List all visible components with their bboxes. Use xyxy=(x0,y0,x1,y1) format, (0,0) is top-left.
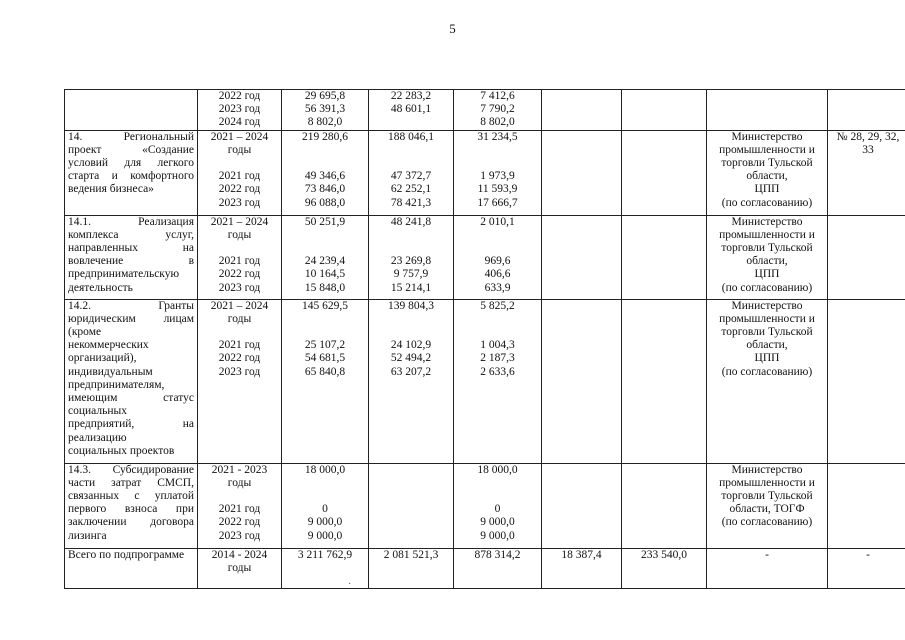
extra-amount-cell xyxy=(622,215,707,299)
federal-amount-cell-line xyxy=(372,313,450,326)
regional-amount-cell-line: 1 973,9 xyxy=(480,170,515,183)
period-cell-line: 2023 год xyxy=(218,529,261,542)
regional-amount-cell-line: 18 000,0 xyxy=(477,463,518,476)
executor-cell-line: области, xyxy=(746,339,788,352)
total-amount-cell-line: 8 802,0 xyxy=(307,116,343,129)
regional-amount-cell-line xyxy=(457,229,538,242)
regional-amount-cell-line: 9 000,0 xyxy=(480,516,515,529)
federal-amount-cell-line xyxy=(372,144,450,157)
local-amount-cell xyxy=(542,130,622,215)
federal-amount-cell-line: 47 372,7 xyxy=(390,170,432,183)
budget-table xyxy=(64,89,905,589)
scan-mark: · xyxy=(348,579,352,590)
regional-amount-cell xyxy=(454,130,542,215)
name-cell-line: старта и комфортного xyxy=(68,170,194,183)
regional-amount-cell-line: 2 187,3 xyxy=(480,352,515,365)
result-cell-line: 33 xyxy=(862,143,874,156)
federal-amount-cell-line: 22 283,2 xyxy=(390,90,432,102)
regional-amount-cell-line: 969,6 xyxy=(484,255,511,268)
table-row xyxy=(65,299,905,463)
result-cell xyxy=(828,548,905,588)
period-cell-line: 2023 год xyxy=(218,103,261,116)
total-amount-cell-line: 49 346,6 xyxy=(304,170,346,183)
federal-amount-cell-line xyxy=(372,229,450,242)
regional-amount-cell-line xyxy=(457,157,538,170)
name-cell-line: 14. Региональный xyxy=(68,130,194,143)
executor-cell-line: области, ТОГФ xyxy=(729,503,805,516)
executor-cell-line: Министерство xyxy=(731,299,803,312)
period-cell-line: 2021 год xyxy=(218,339,261,352)
regional-amount-cell-line xyxy=(457,242,538,255)
result-cell-line: № 28, 29, 32, xyxy=(836,130,900,143)
total-amount-cell-line: 0 xyxy=(322,503,328,516)
regional-amount-cell xyxy=(454,463,542,548)
total-amount-cell-line: 65 840,8 xyxy=(304,365,346,378)
name-cell-line: условий для легкого xyxy=(68,157,194,170)
regional-amount-cell-line xyxy=(457,144,538,157)
regional-amount-cell-line: 11 593,9 xyxy=(477,183,518,196)
result-cell xyxy=(828,463,905,548)
executor-cell-line: области, xyxy=(746,170,788,183)
table-row xyxy=(65,90,905,131)
federal-amount-cell-line: 48 601,1 xyxy=(390,103,432,116)
period-cell-line: 2023 год xyxy=(218,281,261,294)
executor-cell-line: (по согласованию) xyxy=(721,365,813,378)
executor-cell-line: (по согласованию) xyxy=(721,281,813,294)
executor-cell-line: торговли Тульской xyxy=(721,490,813,503)
executor-cell xyxy=(707,548,828,588)
regional-amount-cell-line: 2 010,1 xyxy=(480,215,515,228)
name-cell-line: индивидуальным xyxy=(68,365,153,378)
name-cell-line: проект «Создание xyxy=(68,143,194,156)
regional-amount-cell-line: 406,6 xyxy=(484,268,511,281)
name-cell-line: юридическим лицам xyxy=(68,312,194,325)
total-amount-cell-line: 54 681,5 xyxy=(304,352,346,365)
period-cell-line xyxy=(201,326,278,339)
result-cell xyxy=(828,299,905,463)
executor-cell-line: промышленности и xyxy=(719,476,815,489)
executor-cell-line: промышленности и xyxy=(719,143,815,156)
total-amount-cell-line xyxy=(285,490,365,503)
result-cell xyxy=(828,90,905,131)
total-amount-cell xyxy=(282,215,369,299)
period-cell xyxy=(198,130,282,215)
executor-cell-line: (по согласованию) xyxy=(721,196,813,209)
total-amount-cell-line: 9 000,0 xyxy=(307,529,343,542)
total-amount-cell-line xyxy=(285,229,365,242)
name-cell xyxy=(65,130,198,215)
name-cell xyxy=(65,548,198,588)
local-amount-cell xyxy=(542,548,622,588)
table-row xyxy=(65,215,905,299)
federal-amount-cell-line xyxy=(372,242,450,255)
period-cell-line: 2022 год xyxy=(218,352,261,365)
extra-amount-cell-line: 233 540,0 xyxy=(641,548,687,561)
federal-amount-cell-line xyxy=(372,116,450,129)
executor-cell xyxy=(707,130,828,215)
regional-amount-cell-line xyxy=(457,313,538,326)
name-cell-line: комплекса услуг, xyxy=(68,228,194,241)
executor-cell-line: ЦПП xyxy=(754,352,780,365)
table-row xyxy=(65,463,905,548)
period-cell-line: 2023 год xyxy=(218,365,261,378)
total-amount-cell-line: 15 848,0 xyxy=(304,281,346,294)
name-cell-line: реализацию xyxy=(68,431,127,444)
name-cell xyxy=(65,90,198,131)
total-amount-cell-line: 3 211 762,9 xyxy=(297,548,353,561)
period-cell xyxy=(198,299,282,463)
name-cell-line: (кроме xyxy=(68,326,102,339)
page-number: 5 xyxy=(449,21,456,36)
total-amount-cell-line: 24 239,4 xyxy=(304,255,346,268)
extra-amount-cell xyxy=(622,463,707,548)
local-amount-cell xyxy=(542,463,622,548)
regional-amount-cell xyxy=(454,299,542,463)
name-cell-line: имеющим статус xyxy=(68,392,194,405)
period-cell-line xyxy=(201,490,278,503)
total-amount-cell xyxy=(282,130,369,215)
total-amount-cell-line xyxy=(285,144,365,157)
regional-amount-cell-line: 633,9 xyxy=(484,281,511,294)
local-amount-cell xyxy=(542,90,622,131)
regional-amount-cell-line: 8 802,0 xyxy=(480,116,515,129)
federal-amount-cell-line: 15 214,1 xyxy=(390,281,432,294)
table-row xyxy=(65,130,905,215)
executor-cell-line: торговли Тульской xyxy=(721,242,813,255)
executor-cell xyxy=(707,215,828,299)
executor-cell-line: ЦПП xyxy=(754,183,780,196)
total-amount-cell-line: 25 107,2 xyxy=(304,339,346,352)
name-cell-line: первого взноса при xyxy=(68,503,194,516)
regional-amount-cell xyxy=(454,215,542,299)
executor-cell xyxy=(707,463,828,548)
federal-amount-cell-line: 63 207,2 xyxy=(390,365,432,378)
federal-amount-cell-line xyxy=(372,326,450,339)
executor-cell-line: - xyxy=(765,548,769,561)
period-cell-line: 2021 год xyxy=(218,170,261,183)
total-amount-cell xyxy=(282,299,369,463)
total-amount-cell xyxy=(282,463,369,548)
federal-amount-cell-line xyxy=(372,157,450,170)
period-cell-line: 2022 год xyxy=(218,268,261,281)
name-cell-line: 14.3. Субсидирование xyxy=(68,463,194,476)
executor-cell-line: Министерство xyxy=(731,215,803,228)
period-cell-line: 2021 год xyxy=(218,255,261,268)
period-cell-line xyxy=(201,157,278,170)
period-cell-line: 2014 - 2024 xyxy=(211,548,268,561)
executor-cell-line: торговли Тульской xyxy=(721,326,813,339)
name-cell-line: вовлечение в xyxy=(68,255,194,268)
total-amount-cell-line: 10 164,5 xyxy=(304,268,346,281)
federal-amount-cell-line: 23 269,8 xyxy=(390,255,432,268)
regional-amount-cell xyxy=(454,548,542,588)
regional-amount-cell-line: 2 633,6 xyxy=(480,365,515,378)
executor-cell-line: промышленности и xyxy=(719,312,815,325)
federal-amount-cell-line: 24 102,9 xyxy=(390,339,432,352)
regional-amount-cell-line: 7 412,6 xyxy=(480,90,515,102)
name-cell-line: части затрат СМСП, xyxy=(68,476,194,489)
regional-amount-cell-line: 878 314,2 xyxy=(474,548,521,561)
period-cell-line: 2021 – 2024 xyxy=(210,130,269,143)
name-cell-line: социальных xyxy=(68,405,127,418)
name-cell-line: деятельность xyxy=(68,281,133,294)
regional-amount-cell xyxy=(454,90,542,131)
executor-cell-line: промышленности и xyxy=(719,228,815,241)
period-cell-line: годы xyxy=(227,143,252,156)
period-cell-line: 2021 – 2024 xyxy=(210,299,269,312)
total-amount-cell-line: 219 280,6 xyxy=(302,130,348,143)
period-cell-line: годы xyxy=(227,561,252,574)
period-cell-line: годы xyxy=(227,312,252,325)
executor-cell-line: ЦПП xyxy=(754,268,780,281)
federal-amount-cell-line: 9 757,9 xyxy=(393,268,429,281)
period-cell-line: 2021 - 2023 xyxy=(211,463,268,476)
federal-amount-cell-line: 62 252,1 xyxy=(390,183,432,196)
total-amount-cell-line: 145 629,5 xyxy=(302,299,348,312)
regional-amount-cell-line xyxy=(457,477,538,490)
total-amount-cell-line xyxy=(285,477,365,490)
federal-amount-cell xyxy=(369,215,454,299)
period-cell-line: 2023 год xyxy=(218,196,261,209)
period-cell xyxy=(198,548,282,588)
name-cell xyxy=(65,215,198,299)
federal-amount-cell-line: 48 241,8 xyxy=(390,215,432,228)
period-cell-line: 2024 год xyxy=(218,116,261,129)
regional-amount-cell-line: 31 234,5 xyxy=(477,130,518,143)
name-cell-line: ведения бизнеса» xyxy=(68,183,154,196)
name-cell-line: заключении договора xyxy=(68,516,194,529)
period-cell-line: годы xyxy=(227,228,252,241)
executor-cell-line: области, xyxy=(746,255,788,268)
name-cell-line: 14.1. Реализация xyxy=(68,215,194,228)
result-cell xyxy=(828,215,905,299)
total-amount-cell xyxy=(282,548,369,588)
total-amount-cell-line xyxy=(285,313,365,326)
total-amount-cell-line: 56 391,3 xyxy=(304,103,346,116)
period-cell-line xyxy=(201,242,278,255)
federal-amount-cell-line: 52 494,2 xyxy=(390,352,432,365)
extra-amount-cell xyxy=(622,90,707,131)
executor-cell xyxy=(707,90,828,131)
executor-cell-line: Министерство xyxy=(731,130,803,143)
regional-amount-cell-line: 5 825,2 xyxy=(480,299,515,312)
name-cell-line: некоммерческих xyxy=(68,339,149,352)
result-cell xyxy=(828,130,905,215)
federal-amount-cell-line: 188 046,1 xyxy=(388,130,434,143)
federal-amount-cell-line: 139 804,3 xyxy=(388,299,434,312)
name-cell-line: лизинга xyxy=(68,529,107,542)
name-cell xyxy=(65,463,198,548)
extra-amount-cell xyxy=(622,130,707,215)
executor-cell-line: Министерство xyxy=(731,463,803,476)
total-amount-cell-line xyxy=(285,242,365,255)
total-amount-cell-line: 73 846,0 xyxy=(304,183,346,196)
total-amount-cell-line xyxy=(285,157,365,170)
federal-amount-cell xyxy=(369,299,454,463)
extra-amount-cell xyxy=(622,299,707,463)
period-cell-line: 2022 год xyxy=(218,516,261,529)
regional-amount-cell-line: 17 666,7 xyxy=(477,196,518,209)
name-cell-line: организаций), xyxy=(68,352,137,365)
period-cell xyxy=(198,463,282,548)
regional-amount-cell-line: 0 xyxy=(494,503,501,516)
name-cell-line: направленных на xyxy=(68,242,194,255)
total-amount-cell-line: 18 000,0 xyxy=(304,463,346,476)
regional-amount-cell-line: 7 790,2 xyxy=(480,103,515,116)
local-amount-cell xyxy=(542,215,622,299)
extra-amount-cell xyxy=(622,548,707,588)
total-amount-cell-line: 29 695,8 xyxy=(304,90,346,102)
period-cell-line: годы xyxy=(227,476,252,489)
name-cell-line: предпринимателям, xyxy=(68,378,165,391)
period-cell-line: 2022 год xyxy=(218,90,261,102)
result-cell-line: - xyxy=(866,548,870,561)
total-amount-cell-line: 50 251,9 xyxy=(304,215,346,228)
name-cell-line: социальных проектов xyxy=(68,444,175,457)
regional-amount-cell-line: 1 004,3 xyxy=(480,339,515,352)
name-cell xyxy=(65,299,198,463)
federal-amount-cell xyxy=(369,130,454,215)
name-cell-line: предпринимательскую xyxy=(68,268,180,281)
local-amount-cell xyxy=(542,299,622,463)
period-cell-line: 2022 год xyxy=(218,183,261,196)
total-amount-cell-line xyxy=(285,326,365,339)
executor-cell xyxy=(707,299,828,463)
federal-amount-cell xyxy=(369,90,454,131)
regional-amount-cell-line xyxy=(457,490,538,503)
federal-amount-cell xyxy=(369,463,454,548)
period-cell xyxy=(198,90,282,131)
name-cell-line: предприятий, на xyxy=(68,418,194,431)
regional-amount-cell-line xyxy=(457,326,538,339)
name-cell-line: Всего по подпрограмме xyxy=(68,548,185,561)
federal-amount-cell xyxy=(369,548,454,588)
total-amount-cell-line: 96 088,0 xyxy=(304,196,346,209)
period-cell-line: 2021 год xyxy=(218,503,261,516)
executor-cell-line: торговли Тульской xyxy=(721,157,813,170)
executor-cell-line: (по согласованию) xyxy=(721,516,813,529)
name-cell-line: 14.2. Гранты xyxy=(68,299,194,312)
period-cell xyxy=(198,215,282,299)
local-amount-cell-line: 18 387,4 xyxy=(561,548,602,561)
regional-amount-cell-line: 9 000,0 xyxy=(480,529,515,542)
total-amount-cell-line: 9 000,0 xyxy=(307,516,343,529)
name-cell-line: связанных с уплатой xyxy=(68,490,194,503)
federal-amount-cell-line: 78 421,3 xyxy=(390,196,432,209)
period-cell-line: 2021 – 2024 xyxy=(210,215,269,228)
total-amount-cell xyxy=(282,90,369,131)
table-row xyxy=(65,548,905,588)
federal-amount-cell-line: 2 081 521,3 xyxy=(383,548,439,561)
